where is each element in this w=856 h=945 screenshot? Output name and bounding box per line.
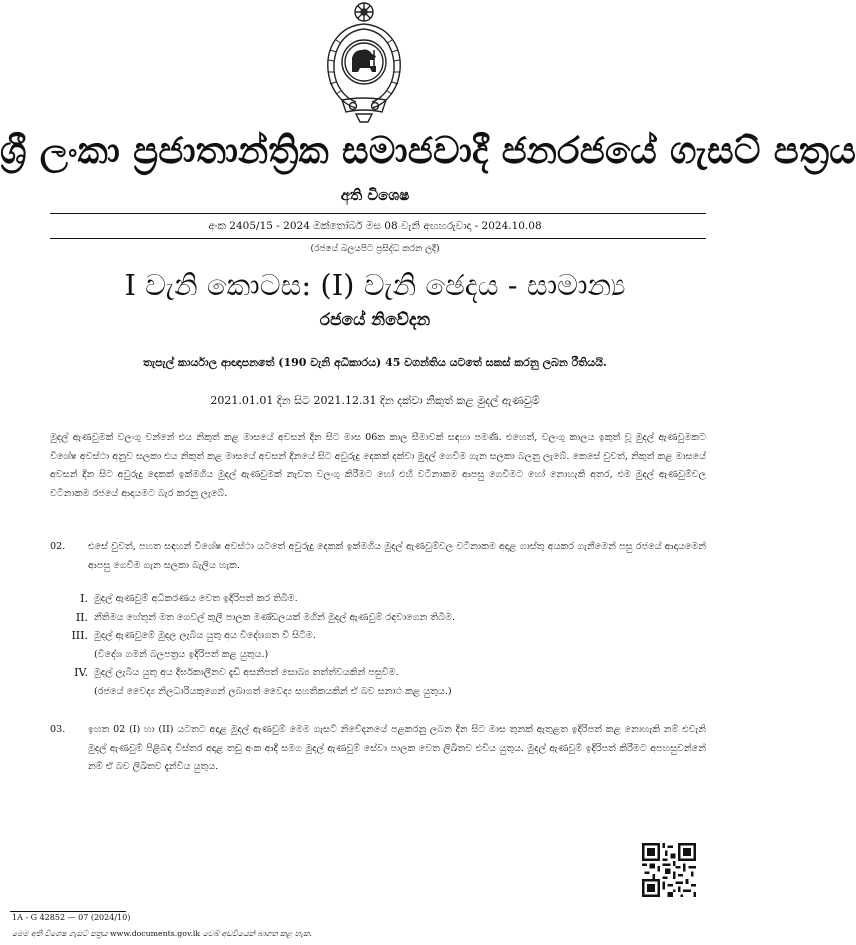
list-item bbox=[66, 664, 706, 683]
paragraph-3 bbox=[50, 721, 706, 777]
list-item-note bbox=[66, 646, 706, 665]
qr-code-icon bbox=[642, 843, 696, 897]
list-item-number: I. bbox=[80, 592, 88, 605]
list-item bbox=[66, 627, 706, 646]
national-emblem-icon bbox=[316, 0, 412, 126]
list-item bbox=[66, 590, 706, 609]
list-item-text: (රජයේ වෛද්‍ය නිලධාරියකුගෙන් ලබාගත් වෛද්‍ය සහතිකයකින් ඒ බව සනාථ කළ යුතුය.) bbox=[94, 685, 452, 697]
paragraph-text: එසේ වුවත්, පහත සඳහන් විශේෂ අවස්ථා යටතේ අවුරුදු දෙකක් ඉක්මගිය මුදල් ඇණවුම්වල වටිනාකම අදාළ ගාස්තු අයකර ගැනීමෙන් පසු රජයේ ආදායමෙන් ආපසු ගෙවීම ගැන සලකා බැලිය හැක. bbox=[88, 541, 706, 571]
paragraph-number: 03. bbox=[50, 724, 66, 735]
footer-divider bbox=[10, 911, 126, 912]
paragraph-text: ඉහත 02 (I) හා (II) යටතට අදාළ මුදල් ඇණවුම් මෙම ගැසට් නිවේදනයේ පළකරනු ලබන දින සිට මාස තුනක් ඇතුළත ඉදිරිපත් කළ නොහැකි නම් එවැනි මුදල් ඇණවුම් පිළිබඳ විස්තර අදාළ තඩු අංක ආදී සමග මුදල් ඇණවුම් සේවා පාලක වෙත ලිඛිතව එවිය යුතුය. මුදල් ඇණවුම් ඉදිරිපත් කිරීමට අපහසුවන්නේ නම් ඒ බව ලිඛිතව දැන්විය යුතුය. bbox=[88, 724, 706, 773]
published-by-authority: (රජයේ බලයපිට ප්‍රසිද්ධ කරන ලදී) bbox=[310, 244, 440, 254]
list-item-note bbox=[66, 683, 706, 702]
paragraph-1: මුදල් ඇණවුමක් වලංගු වන්නේ එය නිකුත් කළ මාසයේ අවසන් දින සිට මාස 06ක කාල සීමාවක් සඳහා පමණි. එහෙත්, වලංගු කාලය ඉකුත් වූ මුදල් ඇණවුමකට විශේෂ අවස්ථා අනුව සලකා එය නිකුත් කළ මාසයේ අවසන් දිනයේ සිට අවුරුදු දෙකක් දක්වා මුදල් ගෙවීම ගැන සලකා බලනු ලැබේ. කෙසේ වුවත්, නිකුත් කළ මාසයේ අවසන් දින සිට අවුරුදු දෙකක් ඉක්මගිය මුදල් ඇණවුමක් නැවත වලංගු කිරීමට හෝ එහි වටිනාකම ආපසු ගෙවීමට හෝ නොහැකි අතර, එම මුදල් ඇණවුම්වල වටිනාකම රජයේ ආදායමට බැර කරනු ලැබේ. bbox=[50, 432, 706, 499]
divider bbox=[50, 238, 706, 239]
list-item bbox=[66, 609, 706, 628]
print-code: 1A - G 42852 — 07 (2024/10) bbox=[12, 913, 131, 922]
rule-introduction: තැපැල් කාර්යාල ආඥාපනතේ (190 වැනි අධිකාරය) 45 වගන්තිය යටතේ සකස් කරනු ලබන රීතියයි. bbox=[143, 356, 607, 369]
website-link[interactable]: www.documents.gov.lk bbox=[110, 929, 201, 938]
money-order-period: 2021.01.01 දින සිට 2021.12.31 දින දක්වා නිකුත් කළ මුදල් ඇණවුම් bbox=[210, 394, 540, 407]
list-item-text: මුදල් ඇණවුම් අධිකරණය වෙත ඉදිරිපත් කර තිබීම. bbox=[94, 593, 298, 604]
list-item-number: II. bbox=[75, 610, 88, 624]
list-item-number: IV. bbox=[74, 666, 88, 680]
download-note-suffix: වෙබ් අඩවියෙන් බාගත කළ හැක. bbox=[200, 929, 312, 938]
list-item-text: මුදල් ලැබිය යුතු අය දීර්ඝකාලීනව දැඩි අසනීපත් සොබ්‍ය තත්ත්වයකින් පසුවීම. bbox=[94, 667, 399, 679]
issue-number-date: අංක 2405/15 - 2024 ඔක්තෝබර් මස 08 වැනි අඟහරුවාදා - 2024.10.08 bbox=[208, 220, 542, 232]
divider bbox=[50, 213, 706, 214]
download-note-prefix: මෙම අති විශෙෂ ගැසට් පත්‍රය bbox=[12, 929, 110, 938]
part-section-heading: I වැනි කොටස: (I) වැනි ඡෙදය - සාමාන්‍ය bbox=[124, 268, 626, 302]
download-note bbox=[12, 929, 312, 939]
list-item-text: නීතිමය හේතූන් මත ගෙවල් කුලී පාලක මණ්ඩලයක් මගින් මුදල් ඇණවුම් රඳවාගෙන තිබීම. bbox=[94, 611, 455, 623]
list-item-text: මුදල් ඇණවුමේ මුදල ලැබිය යුතු අය විදේශගත වී සිටීම. bbox=[94, 630, 316, 642]
extraordinary-label: අති විශෙෂ bbox=[340, 186, 410, 204]
gazette-title: ශ්‍රී ලංකා ප්‍රජාතාන්ත්‍රික සමාජවාදී ජනරජයේ ගැසට් පත්‍රය bbox=[0, 128, 856, 172]
list-item-number: III. bbox=[71, 629, 88, 643]
paragraph-number: 02. bbox=[50, 541, 66, 552]
special-circumstances-list bbox=[66, 590, 706, 702]
notice-heading: රජයේ නිවේදන bbox=[319, 310, 431, 330]
list-item-text: (විදේශ ගමන් බලපත්‍රය ඉදිරිපත් කළ යුතුය.) bbox=[94, 648, 269, 660]
paragraph-2 bbox=[50, 538, 706, 575]
